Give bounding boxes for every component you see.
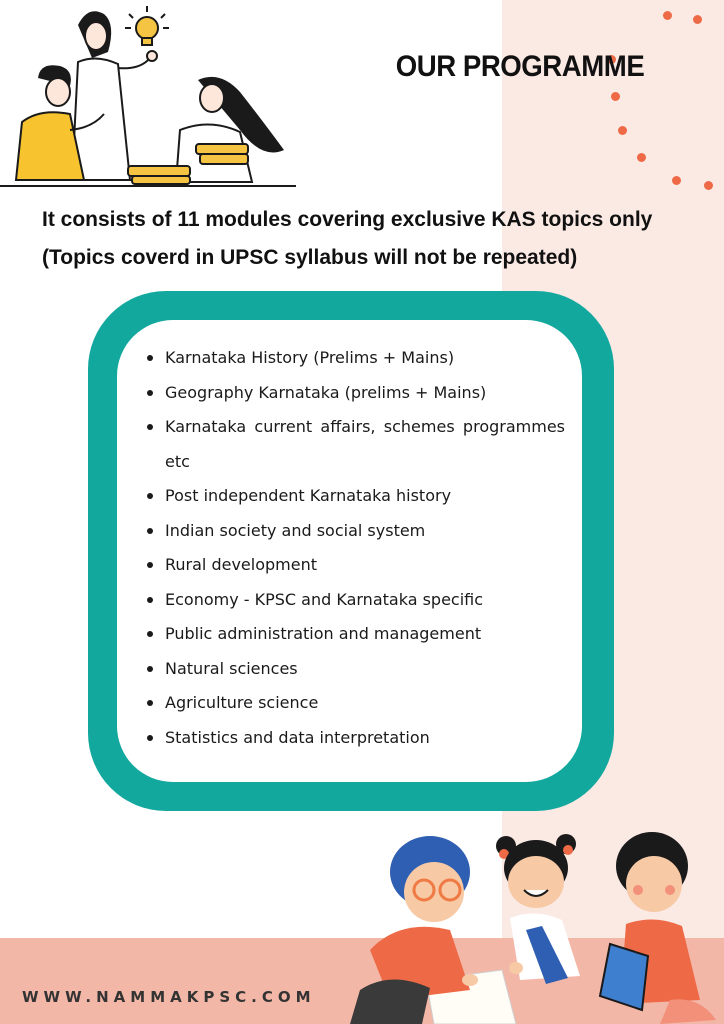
students-studying-illustration xyxy=(0,0,300,195)
list-item: Post independent Karnataka history xyxy=(145,479,565,514)
list-item: Karnataka current affairs, schemes programmes etc xyxy=(145,410,565,479)
sitting-girl-figure xyxy=(176,77,284,182)
smiling-girl-figure xyxy=(496,834,580,984)
list-item: Public administration and management xyxy=(145,617,565,652)
list-item: Karnataka History (Prelims + Mains) xyxy=(145,341,565,376)
lightbulb-icon xyxy=(125,6,169,45)
list-item: Natural sciences xyxy=(145,652,565,687)
intro-text xyxy=(42,201,682,277)
list-item: Agriculture science xyxy=(145,686,565,721)
modules-list xyxy=(145,341,565,755)
list-item: Geography Karnataka (prelims + Mains) xyxy=(145,376,565,411)
website-url[interactable]: WWW.NAMMAKPSC.COM xyxy=(22,988,316,1006)
intro-line-1: It consists of 11 modules covering exclusive KAS topics only xyxy=(42,208,653,231)
page-title: OUR PROGRAMME xyxy=(395,50,645,83)
list-item: Rural development xyxy=(145,548,565,583)
list-item: Indian society and social system xyxy=(145,514,565,549)
list-item: Statistics and data interpretation xyxy=(145,721,565,756)
intro-line-2: (Topics coverd in UPSC syllabus will not be repeated) xyxy=(42,246,578,269)
children-reading-illustration xyxy=(330,820,724,1024)
girl-with-book-figure xyxy=(600,832,716,1024)
list-item: Economy - KPSC and Karnataka specific xyxy=(145,583,565,618)
